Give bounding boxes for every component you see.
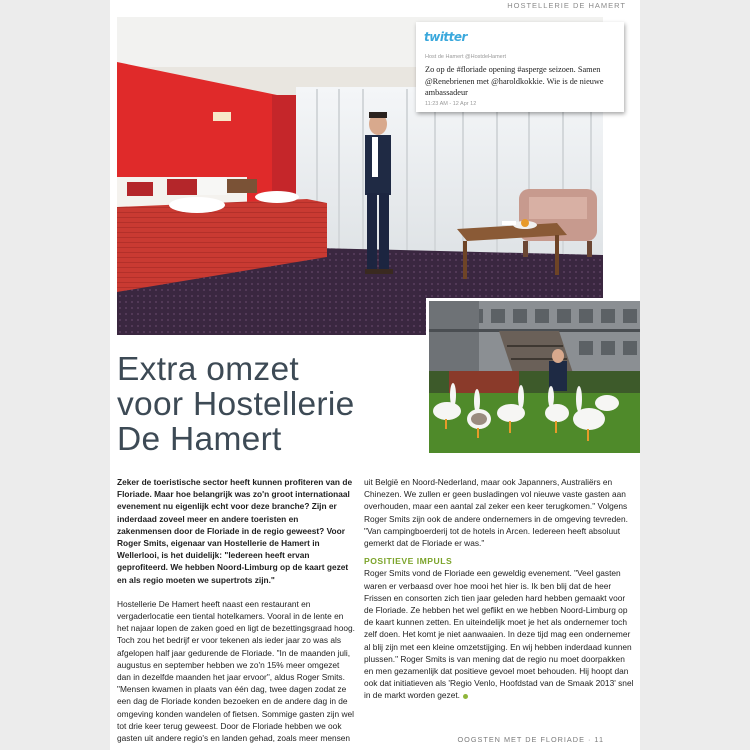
magazine-page xyxy=(110,0,640,750)
article-body-1: Hostellerie De Hamert heeft naast een restaurant en vergaderlocatie een tiental hotelkamers. Vooral in de lente en het najaar lopen de zaken goed en ligt de bezettingsgraad hoog. Toch zou het bedrijf er voor tekenen als ieder jaar zo was als afgelopen half jaar gedurende de Floriade. "In de maanden juli, augustus en september hebben we zo'n 15% meer omgezet dan in dezelfde maanden het jaar ervoor", aldus Roger Smits. "Mensen kwamen in plaats van één dag, twee dagen zodat ze een dag de Floriade konden bezoeken en de andere dag in de omgeving konden wandelen of fietsen. Sommige gasten zijn wel tot drie keer terug geweest. Door de Floriade hebben we ook gasten uit andere regio's en landen gehad, zoals meer mensen xyxy=(117,598,355,744)
article-title xyxy=(117,352,355,457)
article-body-3-text: Roger Smits vond de Floriade een geweldig evenement. "Veel gasten waren er verbaasd over hoe mooi het hier is. Ik ben blij dat de heer Frissen en consorten zich tien jaar geleden hard hebben gemaakt voor de Floriade. Ze hebben het wel geflikt en we hebben Noord-Limburg op de kaart kunnen zetten. En uiteindelijk moet je het als ondernemer toch zelf doen. Het komt je niet aanwaaien. In deze tijd mag een ondernemer al blij zijn met een kleine omzetstijging. En wij hebben inderdaad kunnen plussen." Roger Smits is van mening dat de regio nu moet doorpakken en men gezamenlijk dat positieve gevoel moet behouden. Hij hoopt dan ook dat initiatieven als 'Regio Venlo, Hoofdstad van de Smaak 2013' snel in de markt worden gezet. xyxy=(364,568,634,701)
page-footer: OOGSTEN MET DE FLORIADE · 11 xyxy=(457,735,604,744)
end-mark-icon xyxy=(463,694,468,699)
article-lead: Zeker de toeristische sector heeft kunnen profiteren van de Floriade. Maar hoe belangrijk was zo'n groot internationaal evenement nu eigenlijk echt voor deze branche? Zijn er inderdaad zoveel meer en andere toeristen en zakenmensen door de Floriade in de regio geweest? Voor Roger Smits, eigenaar van Hostellerie de Hamert in Wellerlooi, is het duidelijk: "Iedereen heeft ervan geprofiteerd. We hebben Noord-Limburg op de kaart gezet en als regio moeten we supertrots zijn." xyxy=(117,477,353,585)
title-line-1: Extra omzet xyxy=(117,351,300,388)
article-column-1 xyxy=(117,476,355,744)
article-column-2 xyxy=(364,476,634,702)
running-header: HOSTELLERIE DE HAMERT xyxy=(507,1,626,10)
title-line-3: De Hamert xyxy=(117,421,282,458)
tweet-timestamp: 11:23 AM - 12 Apr 12 xyxy=(425,101,477,107)
title-line-2: voor Hostellerie xyxy=(117,386,355,423)
section-subheading: POSITIEVE IMPULS xyxy=(364,556,453,567)
article-body-2: uit België en Noord-Nederland, maar ook Japanners, Australiërs en Chinezen. We zullen er geen busladingen vol nieuwe vaste gasten aan overhouden, maar een aantal zal zeker een keer terugkomen." Volgens Roger Smits zijn ook de andere ondernemers in de omgeving tevreden. "Van campingboerderij tot de hotels in Arcen. Iedereen heeft absoluut gemerkt dat de Floriade er was." xyxy=(364,477,628,549)
twitter-logo-icon: twitter xyxy=(424,30,467,44)
tweet-handle: Host de Hamert @HostdeHamert xyxy=(425,54,507,60)
geese-photo xyxy=(426,298,640,453)
tweet-card xyxy=(416,22,624,112)
tweet-text: Zo op de #floriade opening #asperge seizoen. Samen @Renebrienen met @haroldkokkie. Wie is de nieuwe ambassadeur xyxy=(425,65,604,97)
article-body-3 xyxy=(364,567,634,701)
